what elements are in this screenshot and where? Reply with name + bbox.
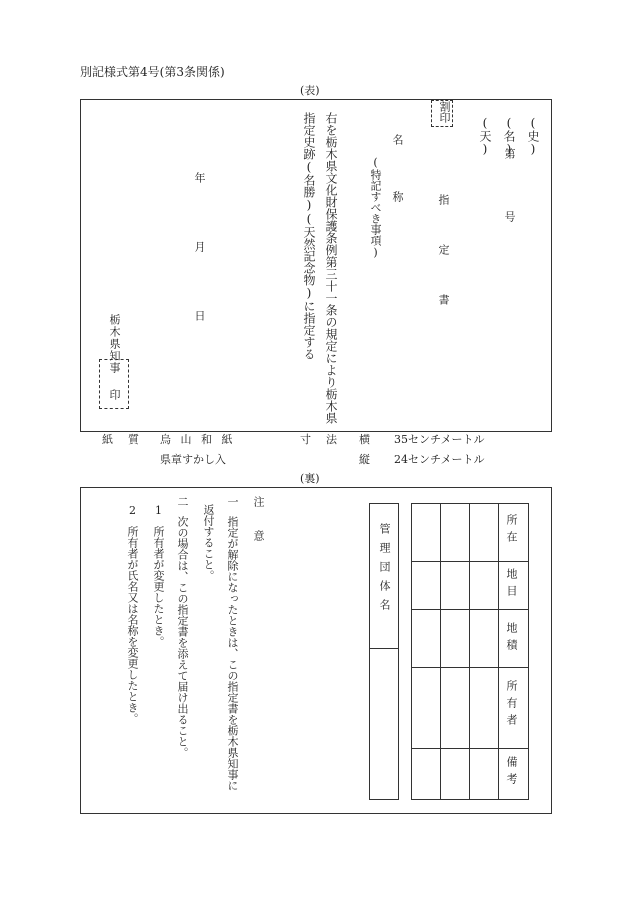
table-col-line bbox=[498, 503, 499, 800]
governor-label: 栃木県知事 bbox=[108, 314, 121, 374]
size-height-value: 24センチメートル bbox=[394, 453, 485, 466]
type-mark-shi: (史) bbox=[526, 116, 540, 156]
table-header-shozai: 所在 bbox=[505, 514, 518, 548]
note-2-number: 二 bbox=[176, 496, 189, 507]
paper-sub: 県章すかし入 bbox=[160, 453, 226, 466]
sub-item-2-number: 2 bbox=[126, 504, 139, 517]
back-certificate-box bbox=[80, 487, 552, 814]
size-width-label: 横 bbox=[359, 433, 370, 446]
sub-item-1-text: 所有者が変更したとき。 bbox=[152, 526, 165, 647]
size-width-value: 35センチメートル bbox=[394, 433, 485, 446]
sub-item-2-text: 所有者が氏名又は名称を変更したとき。 bbox=[126, 526, 139, 724]
table-row-line bbox=[411, 561, 529, 562]
special-note: (特記すべき事項) bbox=[369, 156, 382, 259]
statement-line-1: 右を栃木県文化財保護条例第三十一条の規定により栃木県 bbox=[324, 112, 338, 424]
form-title: 別記様式第4号(第3条関係) bbox=[80, 65, 225, 79]
paper-value: 烏 山 和 紙 bbox=[160, 433, 236, 446]
number-label: 第 号 bbox=[503, 148, 516, 232]
note-1-text-2: 返付すること。 bbox=[202, 504, 215, 581]
document-title: 指 定 書 bbox=[437, 194, 450, 319]
paper-label: 紙 質 bbox=[102, 433, 141, 446]
size-label: 寸 法 bbox=[300, 433, 339, 446]
issue-date: 年 月 日 bbox=[193, 172, 206, 333]
table-header-chimoku: 地目 bbox=[505, 568, 518, 602]
back-label: (裏) bbox=[300, 472, 320, 485]
kanri-divider bbox=[369, 648, 399, 649]
note-1-text-1: 指定が解除になったときは、この指定書を栃木県知事に bbox=[226, 516, 239, 791]
table-row-line bbox=[411, 609, 529, 610]
size-height-label: 縦 bbox=[359, 453, 370, 466]
notes-title: 注 意 bbox=[252, 496, 265, 547]
front-label: (表) bbox=[300, 84, 320, 97]
table-header-biko: 備考 bbox=[505, 756, 518, 790]
wariin-label: 割印 bbox=[438, 101, 451, 123]
type-mark-ten: (天) bbox=[478, 116, 492, 156]
note-1-number: 一 bbox=[226, 496, 239, 507]
table-col-line bbox=[440, 503, 441, 800]
kanri-label: 管理団体名 bbox=[378, 523, 391, 618]
table-row-line bbox=[411, 667, 529, 668]
type-mark-mei: (名) bbox=[502, 116, 516, 156]
table-col-line bbox=[469, 503, 470, 800]
table-header-chiseki: 地積 bbox=[505, 622, 518, 656]
statement-line-2: 指定史跡(名勝)(天然記念物)に指定する bbox=[302, 112, 316, 360]
table-header-shoyusha: 所有者 bbox=[505, 680, 518, 731]
seal-mark: 印 bbox=[108, 389, 121, 400]
note-2-text: 次の場合は、この指定書を添えて届け出ること。 bbox=[176, 516, 189, 758]
name-label: 名 称 bbox=[391, 134, 404, 210]
front-certificate-box bbox=[80, 99, 552, 432]
sub-item-1-number: 1 bbox=[152, 504, 165, 517]
table-row-line bbox=[411, 748, 529, 749]
